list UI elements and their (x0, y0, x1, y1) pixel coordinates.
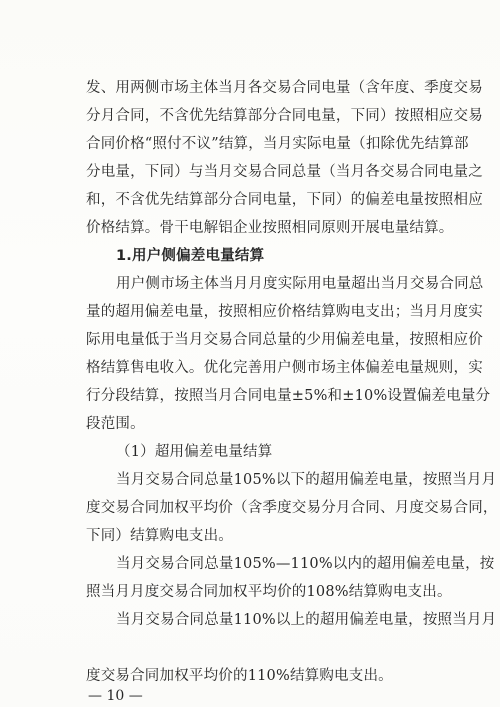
text-line: 价格结算。骨干电解铝企业按照相同原则开展电量结算。 (86, 220, 454, 236)
text-line: 发、用两侧市场主体当月各交易合同电量（含年度、季度交易 (86, 80, 483, 96)
text-line: 分电量，下同）与当月交易合同总量（当月各交易合同电量之 (86, 164, 483, 180)
text-line: 段范围。 (86, 416, 145, 432)
text-line: 际用电量低于当月交易合同总量的少用偏差电量，按照相应价 (86, 332, 483, 348)
text-line: 合同价格“照付不议”结算，当月实际电量（扣除优先结算部 (86, 136, 469, 152)
text-line: 用户侧市场主体当月月度实际用电量超出当月交易合同总 (116, 276, 484, 292)
text-line: 照当月月度交易合同加权平均价的108%结算购电支出。 (86, 584, 452, 600)
text-line: 下同）结算购电支出。 (86, 528, 233, 544)
text-line: 分月合同，不含优先结算部分合同电量，下同）按照相应交易 (86, 108, 483, 124)
text-line: 和，不含优先结算部分合同电量，下同）的偏差电量按照相应 (86, 192, 483, 208)
text-line: 量的超用偏差电量，按照相应价格结算购电支出；当月月度实 (86, 304, 483, 320)
page-number: — 10 — (88, 688, 143, 704)
section-heading: 1.用户侧偏差电量结算 (116, 248, 265, 264)
text-line: 当月交易合同总量105%—110%以内的超用偏差电量，按 (116, 556, 495, 572)
text-line: 格结算售电收入。优化完善用户侧市场主体偏差电量规则，实 (86, 360, 483, 376)
text-line: 度交易合同加权平均价的110%结算购电支出。 (86, 668, 393, 684)
text-line: 当月交易合同总量105%以下的超用偏差电量，按照当月月 (116, 472, 497, 488)
text-line: 度交易合同加权平均价（含季度交易分月合同、月度交易合同， (86, 500, 498, 516)
text-line: 当月交易合同总量110%以上的超用偏差电量，按照当月月 (116, 612, 497, 628)
text-line: 行分段结算，按照当月合同电量±5%和±10%设置偏差电量分 (86, 388, 491, 404)
subsection-heading: （1）超用偏差电量结算 (116, 444, 273, 460)
